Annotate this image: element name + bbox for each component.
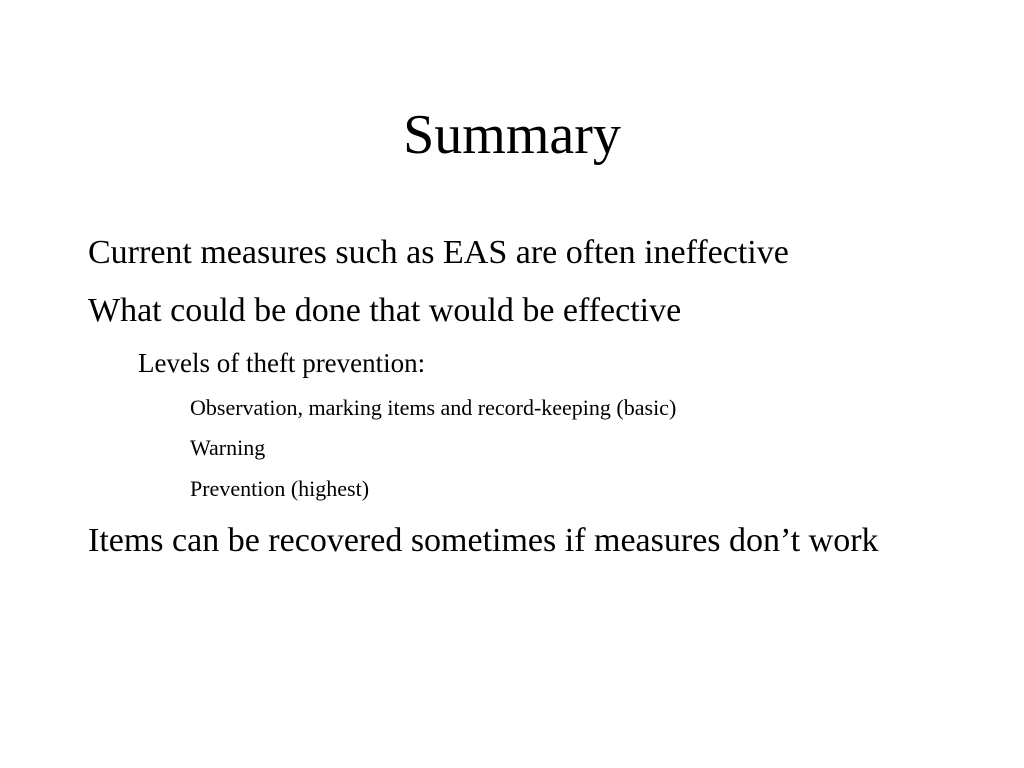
bullet-level-1: Current measures such as EAS are often ineffective: [88, 234, 789, 271]
bullet-level-1: What could be done that would be effective: [88, 292, 682, 329]
bullet-level-1: Items can be recovered sometimes if measures don’t work: [88, 522, 879, 559]
bullet-level-3: Prevention (highest): [190, 476, 370, 501]
slide-title: Summary: [403, 104, 621, 166]
bullet-level-2: Levels of theft prevention:: [138, 348, 426, 378]
bullet-level-3: Warning: [190, 435, 266, 460]
bullet-level-3: Observation, marking items and record-keeping (basic): [190, 395, 677, 420]
